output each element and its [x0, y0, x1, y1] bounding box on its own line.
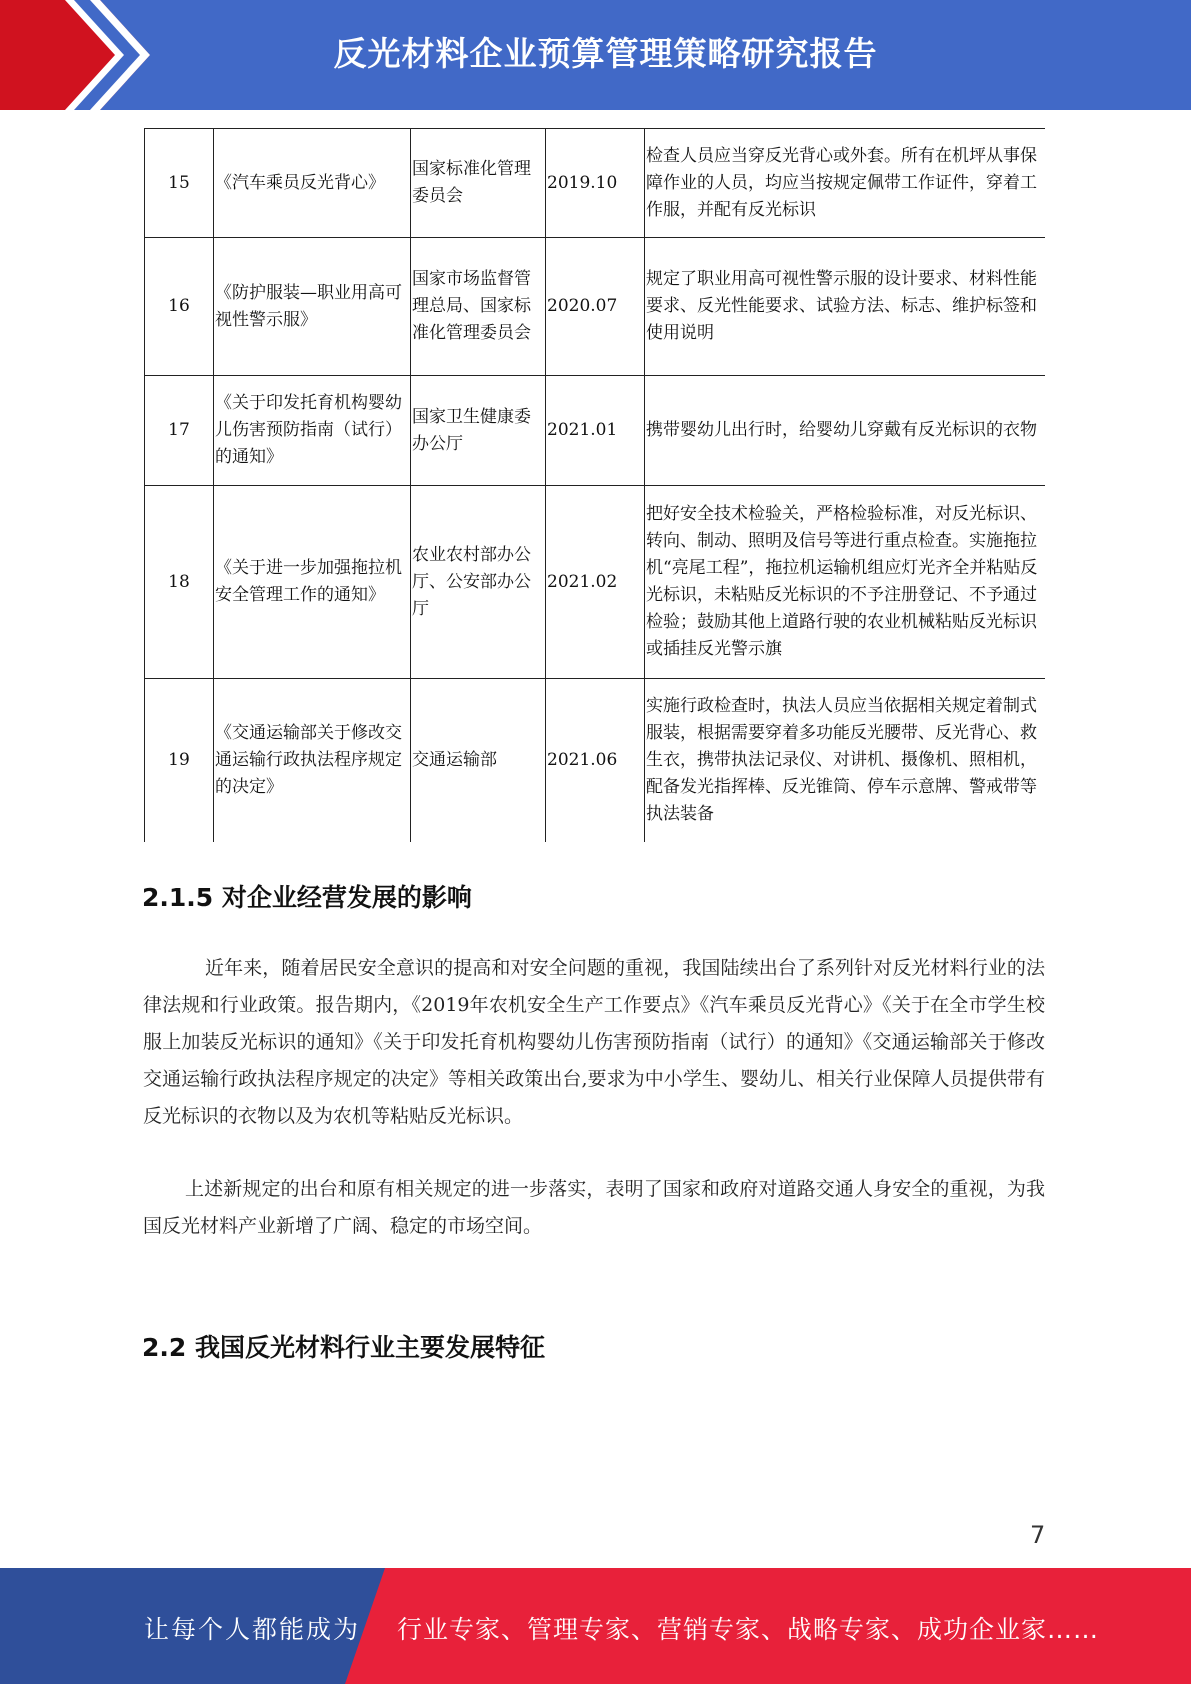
paragraph-market-space: 上述新规定的出台和原有相关规定的进一步落实，表明了国家和政府对道路交通人身安全的重视，为我国反光材料产业新增了广阔、稳定的市场空间。 — [143, 1178, 1045, 1237]
section-heading-2-1-5: 2.1.5 对企业经营发展的影响 — [142, 883, 472, 912]
issuing-body: 交通运输部 — [411, 679, 546, 842]
policy-name: 《关于印发托育机构婴幼儿伤害预防指南（试行）的通知》 — [214, 376, 411, 486]
policy-name: 《汽车乘员反光背心》 — [214, 129, 411, 238]
row-number: 18 — [145, 486, 214, 679]
policy-name: 《关于进一步加强拖拉机安全管理工作的通知》 — [214, 486, 411, 679]
policy-name: 《交通运输部关于修改交通运输行政执法程序规定的决定》 — [214, 679, 411, 842]
issue-date: 2021.06 — [546, 679, 645, 842]
issuing-body: 国家卫生健康委办公厅 — [411, 376, 546, 486]
row-number: 16 — [145, 238, 214, 376]
table-row — [145, 129, 1046, 238]
footer-banner — [0, 1568, 1191, 1684]
table-row — [145, 376, 1046, 486]
footer-slogan-right: 行业专家、管理专家、营销专家、战略专家、成功企业家…… — [397, 1615, 1100, 1644]
issuing-body: 农业农村部办公厅、公安部办公厅 — [411, 486, 546, 679]
issue-date: 2021.02 — [546, 486, 645, 679]
policy-content: 规定了职业用高可视性警示服的设计要求、材料性能要求、反光性能要求、试验方法、标志、维护标签和使用说明 — [645, 238, 1046, 376]
row-number: 15 — [145, 129, 214, 238]
table-row — [145, 238, 1046, 376]
header-banner — [0, 0, 1191, 110]
table-row — [145, 679, 1046, 842]
issuing-body: 国家标准化管理委员会 — [411, 129, 546, 238]
issuing-body: 国家市场监督管理总局、国家标准化管理委员会 — [411, 238, 546, 376]
page-number: 7 — [1030, 1521, 1046, 1549]
policy-name: 《防护服装—职业用高可视性警示服》 — [214, 238, 411, 376]
policy-content: 把好安全技术检验关，严格检验标准，对反光标识、转向、制动、照明及信号等进行重点检查。实施拖拉机“亮尾工程”，拖拉机运输机组应灯光齐全并粘贴反光标识，未粘贴反光标识的不予注册登记、不予通过检验；鼓励其他上道路行驶的农业机械粘贴反光标识或插挂反光警示旗 — [645, 486, 1046, 679]
row-number: 19 — [145, 679, 214, 842]
table-row — [145, 486, 1046, 679]
issue-date: 2019.10 — [546, 129, 645, 238]
policy-content: 携带婴幼儿出行时，给婴幼儿穿戴有反光标识的衣物 — [645, 376, 1046, 486]
footer-slogan-left: 让每个人都能成为 — [144, 1615, 361, 1644]
paragraph-policy-impact: 近年来，随着居民安全意识的提高和对安全问题的重视，我国陆续出台了系列针对反光材料行业的法律法规和行业政策。报告期内，《2019年农机安全生产工作要点》《汽车乘员反光背心》《关于在全市学生校服上加装反光标识的通知》《关于印发托育机构婴幼儿伤害预防指南（试行）的通知》《交通运输部关于修改交通运输行政执法程序规定的决定》等相关政策出台,要求为中小学生、婴幼儿、相关行业保障人员提供带有反光标识的衣物以及为农机等粘贴反光标识。 — [143, 957, 1045, 1127]
issue-date: 2020.07 — [546, 238, 645, 376]
row-number: 17 — [145, 376, 214, 486]
policy-table — [144, 128, 1045, 842]
document-title: 反光材料企业预算管理策略研究报告 — [333, 34, 878, 73]
policy-content: 实施行政检查时，执法人员应当依据相关规定着制式服装，根据需要穿着多功能反光腰带、反光背心、救生衣，携带执法记录仪、对讲机、摄像机、照相机，配备发光指挥棒、反光锥筒、停车示意牌、警戒带等执法装备 — [645, 679, 1046, 842]
section-heading-2-2: 2.2 我国反光材料行业主要发展特征 — [142, 1333, 545, 1362]
issue-date: 2021.01 — [546, 376, 645, 486]
policy-content: 检查人员应当穿反光背心或外套。所有在机坪从事保障作业的人员，均应当按规定佩带工作证件，穿着工作服，并配有反光标识 — [645, 129, 1046, 238]
